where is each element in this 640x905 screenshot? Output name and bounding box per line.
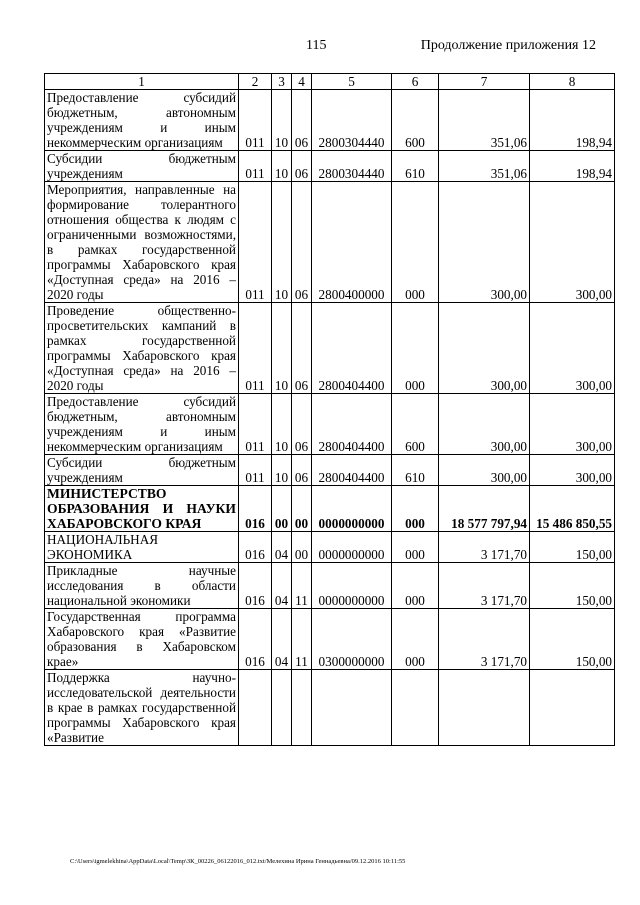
row-name: Предоставление субсидий бюджетным, автономным учреждениям и иным некоммерческим организациям — [45, 394, 239, 455]
table-row-continued — [45, 670, 615, 746]
cell-section: 04 — [272, 609, 292, 670]
cell-amount-2: 300,00 — [530, 182, 615, 303]
cell-admin-code: 016 — [239, 609, 272, 670]
cell-target-article: 0000000000 — [312, 563, 392, 609]
column-header: 6 — [392, 74, 439, 90]
table-row — [45, 609, 615, 670]
cell-amount-1: 3 171,70 — [439, 532, 530, 563]
row-name: МИНИСТЕРСТВО ОБРАЗОВАНИЯ И НАУКИ ХАБАРОВСКОГО КРАЯ — [45, 486, 239, 532]
column-header: 2 — [239, 74, 272, 90]
cell-amount-2: 150,00 — [530, 563, 615, 609]
cell-amount-2: 300,00 — [530, 394, 615, 455]
cell-admin-code: 011 — [239, 394, 272, 455]
cell-target-article: 2800404400 — [312, 394, 392, 455]
page-number: 115 — [306, 38, 327, 53]
budget-table — [44, 73, 615, 746]
table-row — [45, 394, 615, 455]
cell-target-article: 2800404400 — [312, 455, 392, 486]
row-name: НАЦИОНАЛЬНАЯ ЭКОНОМИКА — [45, 532, 239, 563]
table-row-ministry-total — [45, 486, 615, 532]
cell-section: 04 — [272, 563, 292, 609]
cell-expense-type — [392, 670, 439, 746]
row-name: Прикладные научные исследования в области национальной экономики — [45, 563, 239, 609]
cell-amount-1: 300,00 — [439, 303, 530, 394]
cell-amount-2: 300,00 — [530, 303, 615, 394]
cell-amount-1: 351,06 — [439, 90, 530, 151]
row-name: Проведение общественно-просветительских кампаний в рамках государственной программы Хабаровского края «Доступная среда» на 2016 – 2020 годы — [45, 303, 239, 394]
file-path-footer: C:\Users\igmelekhina\AppData\Local\Temp\ЗК_00226_06122016_012.txt/Мелехина Ирина Геннадьевна/09.12.2016 10:11:55 — [70, 858, 406, 865]
column-header-row — [45, 74, 615, 90]
cell-amount-2 — [530, 670, 615, 746]
table-row — [45, 182, 615, 303]
cell-target-article: 0000000000 — [312, 486, 392, 532]
table-row — [45, 90, 615, 151]
cell-admin-code: 011 — [239, 151, 272, 182]
row-name: Государственная программа Хабаровского края «Развитие образования в Хабаровском крае» — [45, 609, 239, 670]
cell-section: 10 — [272, 90, 292, 151]
cell-admin-code: 011 — [239, 455, 272, 486]
cell-subsection: 00 — [292, 532, 312, 563]
cell-subsection: 11 — [292, 563, 312, 609]
cell-amount-1: 300,00 — [439, 455, 530, 486]
row-name: Субсидии бюджетным учреждениям — [45, 455, 239, 486]
cell-section: 10 — [272, 455, 292, 486]
cell-section: 04 — [272, 532, 292, 563]
cell-section: 00 — [272, 486, 292, 532]
row-name: Субсидии бюджетным учреждениям — [45, 151, 239, 182]
cell-subsection: 06 — [292, 151, 312, 182]
cell-amount-1: 351,06 — [439, 151, 530, 182]
cell-admin-code: 011 — [239, 303, 272, 394]
cell-expense-type: 000 — [392, 182, 439, 303]
cell-admin-code — [239, 670, 272, 746]
cell-amount-1: 18 577 797,94 — [439, 486, 530, 532]
cell-subsection: 00 — [292, 486, 312, 532]
cell-admin-code: 011 — [239, 90, 272, 151]
cell-subsection: 06 — [292, 394, 312, 455]
cell-subsection: 06 — [292, 303, 312, 394]
cell-expense-type: 600 — [392, 90, 439, 151]
column-header: 5 — [312, 74, 392, 90]
table-row — [45, 532, 615, 563]
cell-admin-code: 016 — [239, 532, 272, 563]
cell-amount-1: 3 171,70 — [439, 609, 530, 670]
cell-expense-type: 610 — [392, 151, 439, 182]
cell-subsection — [292, 670, 312, 746]
cell-target-article: 2800400000 — [312, 182, 392, 303]
row-name: Предоставление субсидий бюджетным, автономным учреждениям и иным некоммерческим организациям — [45, 90, 239, 151]
cell-expense-type: 600 — [392, 394, 439, 455]
cell-admin-code: 016 — [239, 486, 272, 532]
cell-subsection: 06 — [292, 182, 312, 303]
cell-expense-type: 000 — [392, 532, 439, 563]
table-row — [45, 303, 615, 394]
cell-target-article: 2800304440 — [312, 151, 392, 182]
cell-amount-2: 300,00 — [530, 455, 615, 486]
cell-expense-type: 000 — [392, 486, 439, 532]
cell-section: 10 — [272, 182, 292, 303]
cell-section: 10 — [272, 303, 292, 394]
column-header: 7 — [439, 74, 530, 90]
column-header: 8 — [530, 74, 615, 90]
cell-expense-type: 610 — [392, 455, 439, 486]
cell-target-article — [312, 670, 392, 746]
cell-section: 10 — [272, 394, 292, 455]
row-name: Поддержка научно-исследовательской деятельности в крае в рамках государственной программы Хабаровского края «Развитие — [45, 670, 239, 746]
cell-admin-code: 011 — [239, 182, 272, 303]
cell-amount-1 — [439, 670, 530, 746]
cell-amount-2: 198,94 — [530, 90, 615, 151]
cell-expense-type: 000 — [392, 563, 439, 609]
cell-amount-2: 150,00 — [530, 532, 615, 563]
cell-amount-2: 150,00 — [530, 609, 615, 670]
cell-target-article: 0300000000 — [312, 609, 392, 670]
cell-amount-1: 3 171,70 — [439, 563, 530, 609]
cell-subsection: 06 — [292, 90, 312, 151]
cell-amount-2: 198,94 — [530, 151, 615, 182]
appendix-continuation: Продолжение приложения 12 — [420, 38, 596, 53]
cell-amount-2: 15 486 850,55 — [530, 486, 615, 532]
cell-subsection: 06 — [292, 455, 312, 486]
page-header — [0, 38, 640, 58]
table-row — [45, 151, 615, 182]
cell-amount-1: 300,00 — [439, 182, 530, 303]
column-header: 1 — [45, 74, 239, 90]
cell-admin-code: 016 — [239, 563, 272, 609]
cell-target-article: 0000000000 — [312, 532, 392, 563]
cell-expense-type: 000 — [392, 609, 439, 670]
cell-target-article: 2800404400 — [312, 303, 392, 394]
column-header: 4 — [292, 74, 312, 90]
table-row — [45, 563, 615, 609]
column-header: 3 — [272, 74, 292, 90]
cell-target-article: 2800304440 — [312, 90, 392, 151]
cell-section: 10 — [272, 151, 292, 182]
cell-subsection: 11 — [292, 609, 312, 670]
row-name: Мероприятия, направленные на формирование толерантного отношения общества к людям с ограниченными возможностями, в рамках государственной программы Хабаровского края «Доступная среда» на 2016 – 2020 годы — [45, 182, 239, 303]
cell-amount-1: 300,00 — [439, 394, 530, 455]
cell-expense-type: 000 — [392, 303, 439, 394]
cell-section — [272, 670, 292, 746]
table-row — [45, 455, 615, 486]
